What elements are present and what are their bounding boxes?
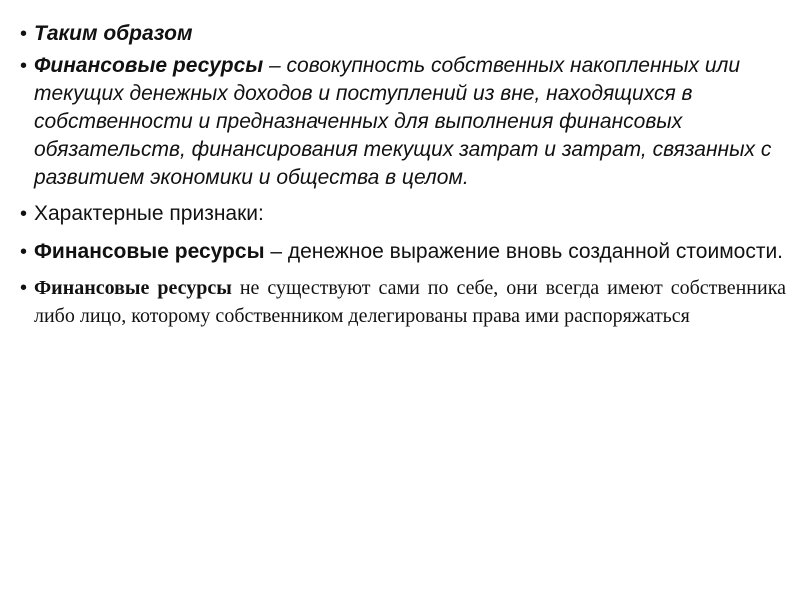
feature-paragraph — [34, 238, 786, 266]
list-item — [20, 20, 786, 48]
term-label: Финансовые ресурсы — [34, 277, 232, 299]
list-item — [20, 238, 786, 266]
definition-text: – совокупность собственных накопленных или текущих денежных доходов и поступлений из вне, находящихся в собственности и предназначенных для выполнения финансовых обязательств, финансирования текущих затрат и затрат, связанных с развитием экономики и общества в целом. — [34, 54, 772, 189]
term-label: Финансовые ресурсы — [34, 54, 264, 77]
feature-text: – денежное выражение вновь созданной стоимости. — [264, 240, 784, 263]
features-heading: Характерные признаки: — [34, 202, 264, 225]
term-label: Финансовые ресурсы — [34, 240, 265, 263]
list-item — [20, 274, 786, 330]
bullet-list — [20, 20, 786, 340]
list-item — [20, 200, 786, 228]
bullet-marker: • — [20, 241, 28, 263]
feature-paragraph — [34, 274, 786, 330]
feature-text: не существуют сами по себе, они всегда имеют собственника либо лицо, которому собственником делегированы права ими распоряжаться — [34, 277, 786, 327]
bullet-marker: • — [20, 203, 28, 225]
definition-paragraph — [34, 52, 786, 192]
bullet-marker: • — [20, 277, 28, 299]
section-title: Таким образом — [34, 22, 193, 45]
list-item — [20, 52, 786, 192]
bullet-marker: • — [20, 55, 28, 77]
bullet-marker: • — [20, 23, 28, 45]
